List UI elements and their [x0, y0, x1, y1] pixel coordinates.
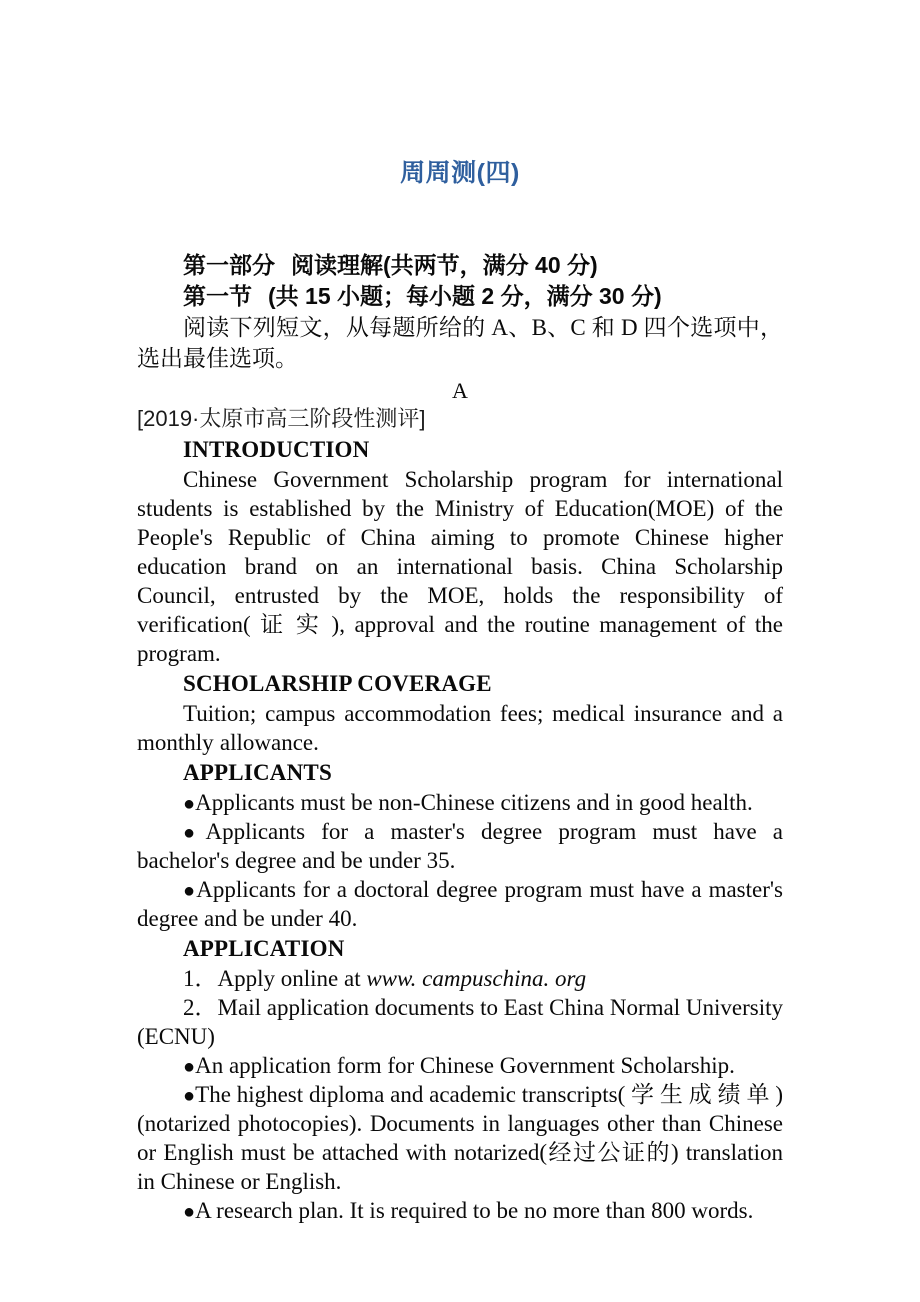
part-one-heading [137, 250, 783, 281]
applicant-bullet-3-text: Applicants for a doctoral degree program must have a master's degree and be under 40. [137, 877, 783, 931]
part-one-label: 第一部分 [183, 252, 275, 278]
document-bullet-1 [137, 1051, 783, 1080]
part-one-text: 阅读理解(共两节，满分 40 分) [291, 252, 598, 278]
step-2-text: Mail application documents to East China Normal University (ECNU) [137, 995, 784, 1049]
document-bullet-2-text: The highest diploma and academic transcripts( 学 生 成 绩 单 )(notarized photocopies). Documents in languages other than Chinese or English must be attached with notarized(经过公证的) translation in Chinese or English. [137, 1082, 783, 1194]
document-bullet-3-text: A research plan. It is required to be no more than 800 words. [195, 1198, 754, 1223]
page-title: 周周测(四) [400, 159, 520, 187]
bullet-icon: ● [183, 1085, 196, 1107]
introduction-heading: INTRODUCTION [183, 437, 370, 462]
section-one-text: (共 15 小题；每小题 2 分，满分 30 分) [268, 283, 662, 309]
applicants-heading: APPLICANTS [183, 760, 332, 785]
document-bullet-3 [137, 1196, 783, 1225]
passage-source: [2019·太原市高三阶段性测评] [137, 406, 426, 431]
application-step-2 [137, 993, 783, 1051]
applicant-bullet-2 [137, 817, 783, 875]
coverage-body: Tuition; campus accommodation fees; medical insurance and a monthly allowance. [137, 701, 783, 755]
bullet-icon: ● [183, 880, 197, 902]
step-1-text: Apply online at [217, 966, 367, 991]
document-bullet-2 [137, 1080, 783, 1196]
applicant-bullet-1 [137, 788, 783, 817]
bullet-icon: ● [183, 1056, 196, 1078]
reading-instruction: 阅读下列短文，从每题所给的 A、B、C 和 D 四个选项中，选出最佳选项。 [137, 315, 783, 371]
bullet-icon: ● [183, 793, 196, 815]
bullet-icon: ● [183, 1201, 196, 1223]
step-1-number: 1． [183, 966, 218, 991]
application-step-1 [137, 964, 783, 993]
section-one-heading [137, 281, 783, 312]
coverage-heading: SCHOLARSHIP COVERAGE [183, 671, 492, 696]
applicant-bullet-2-text: Applicants for a master's degree program must have a bachelor's degree and be under 35. [137, 819, 783, 873]
application-heading: APPLICATION [183, 936, 345, 961]
step-2-number: 2． [183, 995, 218, 1020]
passage-letter: A [452, 378, 468, 403]
applicant-bullet-1-text: Applicants must be non-Chinese citizens and in good health. [195, 790, 753, 815]
section-one-label: 第一节 [183, 283, 252, 309]
page-content [137, 0, 783, 1225]
applicant-bullet-3 [137, 875, 783, 933]
document-bullet-1-text: An application form for Chinese Government Scholarship. [195, 1053, 735, 1078]
application-url: www. campuschina. org [366, 966, 587, 991]
introduction-body: Chinese Government Scholarship program for international students is established by the Ministry of Education(MOE) of the People's Republic of China aiming to promote Chinese higher education brand on an international basis. China Scholarship Council, entrusted by the MOE, holds the responsibility of verification( 证 实 ), approval and the routine management of the program. [137, 467, 783, 666]
bullet-icon: ● [183, 822, 206, 844]
